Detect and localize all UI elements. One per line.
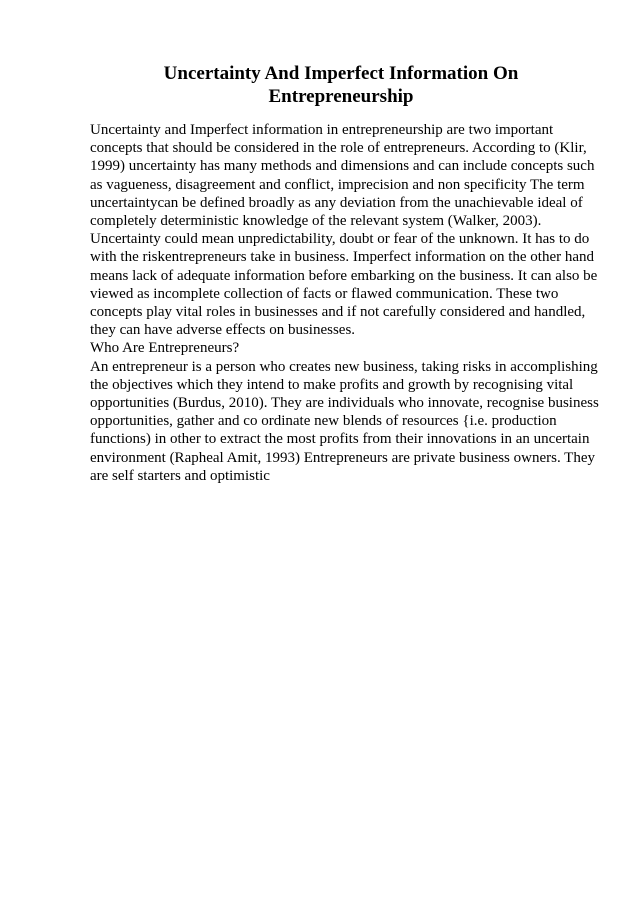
body-line: Uncertainty could mean unpredictability, doubt or fear of the unknown. It has to do — [90, 231, 590, 248]
body-line: as vagueness, disagreement and conflict, imprecision and non specificity The term — [90, 176, 585, 193]
body-line: concepts that should be considered in the role of entrepreneurs. According to (Klir, — [90, 140, 587, 157]
body-line: completely deterministic knowledge of the relevant system (Walker, 2003). — [90, 213, 542, 230]
body-line: concepts play vital roles in businesses and if not carefully considered and handled, — [90, 304, 586, 321]
body-line: with the riskentrepreneurs take in business. Imperfect information on the other hand — [90, 249, 595, 266]
body-line: opportunities (Burdus, 2010). They are individuals who innovate, recognise business — [90, 395, 599, 412]
body-line: 1999) uncertainty has many methods and dimensions and can include concepts such — [90, 158, 595, 175]
title-line-2: Entrepreneurship — [268, 86, 414, 107]
body-line: viewed as incomplete collection of facts or flawed communication. These two — [90, 285, 559, 302]
body-line: environment (Rapheal Amit, 1993) Entrepreneurs are private business owners. They — [90, 449, 595, 466]
body-line: functions) in other to extract the most profits from their innovations in an uncertain — [90, 431, 590, 448]
body-line: opportunities, gather and co ordinate new blends of resources {i.e. production — [90, 413, 557, 430]
body-line: the objectives which they intend to make profits and growth by recognising vital — [90, 376, 574, 393]
body-line: uncertaintycan be defined broadly as any deviation from the unachievable ideal of — [90, 194, 583, 211]
title-line-1: Uncertainty And Imperfect Information On — [163, 63, 519, 84]
section-heading: Who Are Entrepreneurs? — [90, 340, 240, 357]
body-line: Uncertainty and Imperfect information in entrepreneurship are two important — [90, 122, 554, 138]
body-line: they can have adverse effects on businesses. — [90, 322, 356, 339]
body-line: means lack of adequate information before embarking on the business. It can also be — [90, 267, 598, 284]
body-line: An entrepreneur is a person who creates new business, taking risks in accomplishing — [90, 358, 598, 375]
body-text — [90, 121, 620, 485]
page-title — [90, 62, 592, 108]
body-line: are self starters and optimistic — [90, 467, 270, 484]
